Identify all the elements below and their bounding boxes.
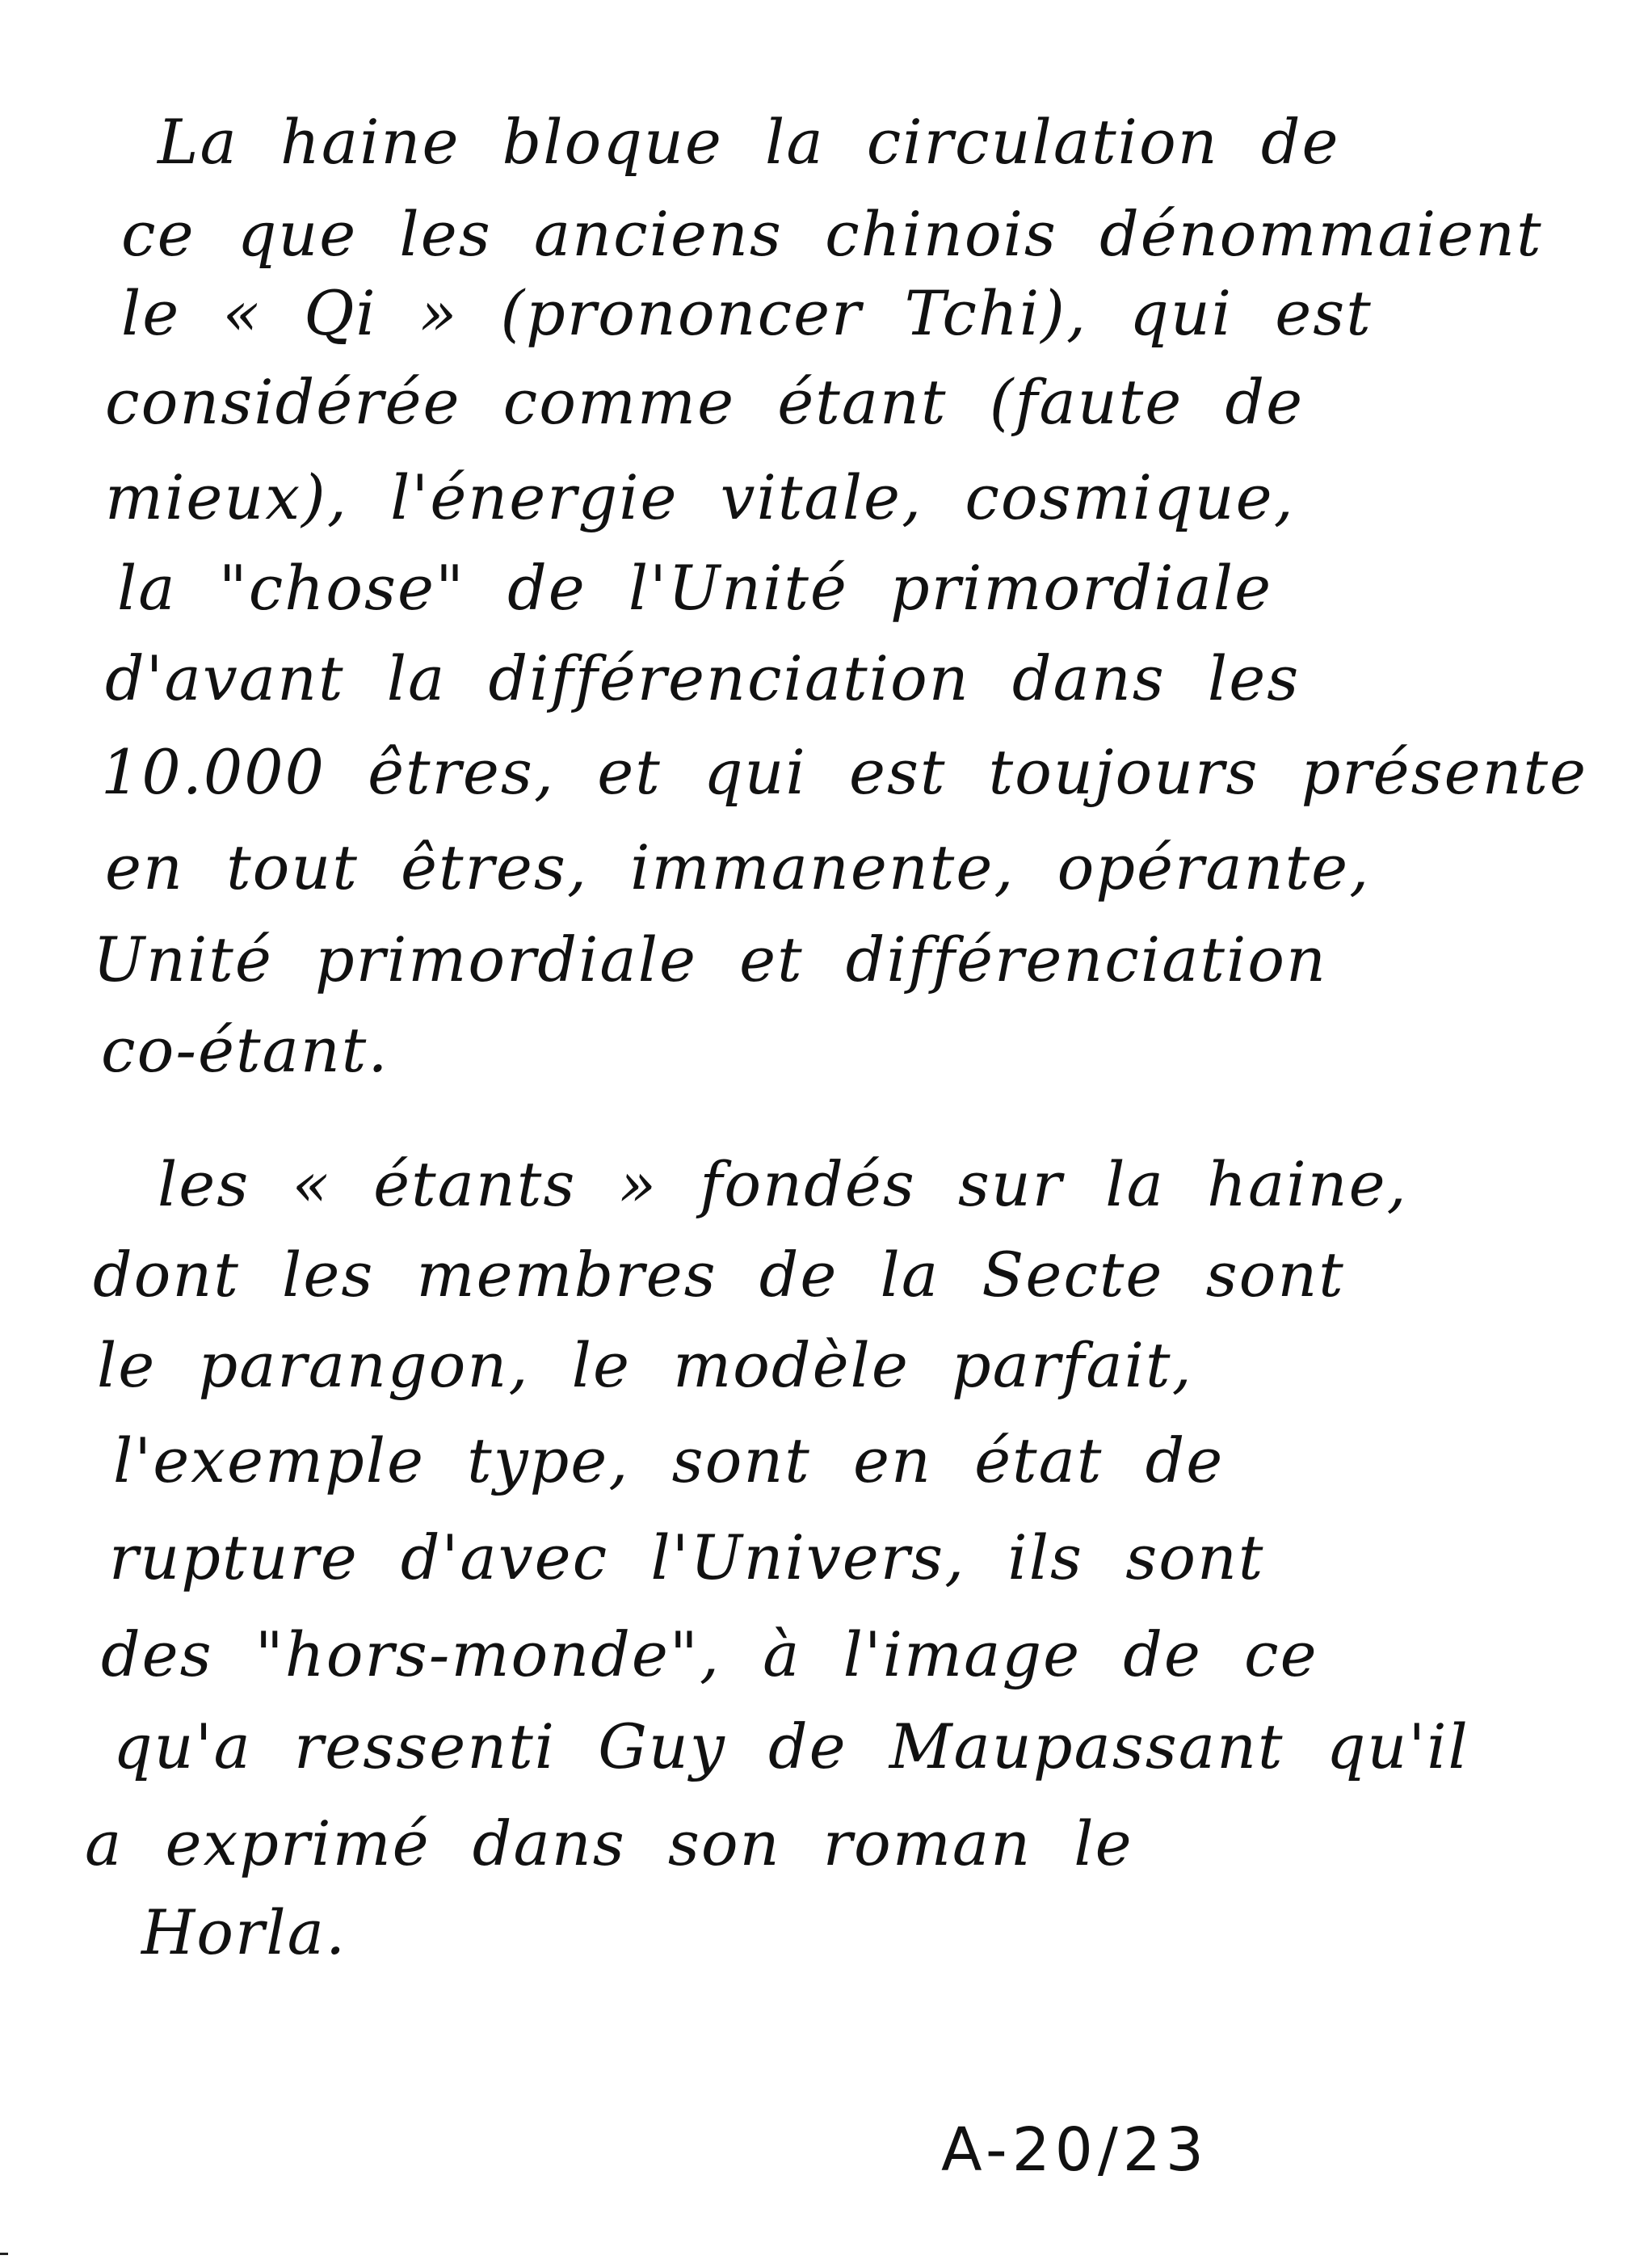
- text-line: 10.000 êtres, et qui est toujours présente: [101, 736, 1588, 808]
- text-line: rupture d'avec l'Univers, ils sont: [109, 1521, 1265, 1593]
- text-line: Unité primordiale et différenciation: [93, 924, 1327, 995]
- text-line: considérée comme étant (faute de: [105, 366, 1305, 438]
- text-line: Horla.: [141, 1896, 347, 1968]
- text-line: le parangon, le modèle parfait,: [97, 1329, 1193, 1401]
- text-line: d'avant la différenciation dans les: [105, 642, 1301, 714]
- scan-edge-mark: [0, 2253, 8, 2255]
- text-line: a exprimé dans son roman le: [85, 1807, 1133, 1879]
- text-line: ce que les anciens chinois dénommaient: [121, 198, 1543, 270]
- text-line: la "chose" de l'Unité primordiale: [117, 552, 1273, 624]
- text-line: qu'a ressenti Guy de Maupassant qu'il: [113, 1710, 1469, 1782]
- text-line: en tout êtres, immanente, opérante,: [105, 831, 1371, 903]
- text-line: mieux), l'énergie vitale, cosmique,: [105, 461, 1295, 533]
- text-line: co-étant.: [101, 1014, 389, 1086]
- page-reference: A-20/23: [941, 2115, 1209, 2185]
- text-line: dont les membres de la Secte sont: [93, 1239, 1345, 1311]
- text-line: les « étants » fondés sur la haine,: [158, 1148, 1408, 1220]
- text-line: des "hors-monde", à l'image de ce: [101, 1618, 1318, 1690]
- text-line: l'exemple type, sont en état de: [113, 1424, 1225, 1496]
- text-line: La haine bloque la circulation de: [158, 106, 1340, 178]
- text-line: le « Qi » (prononcer Tchi), qui est: [121, 277, 1373, 349]
